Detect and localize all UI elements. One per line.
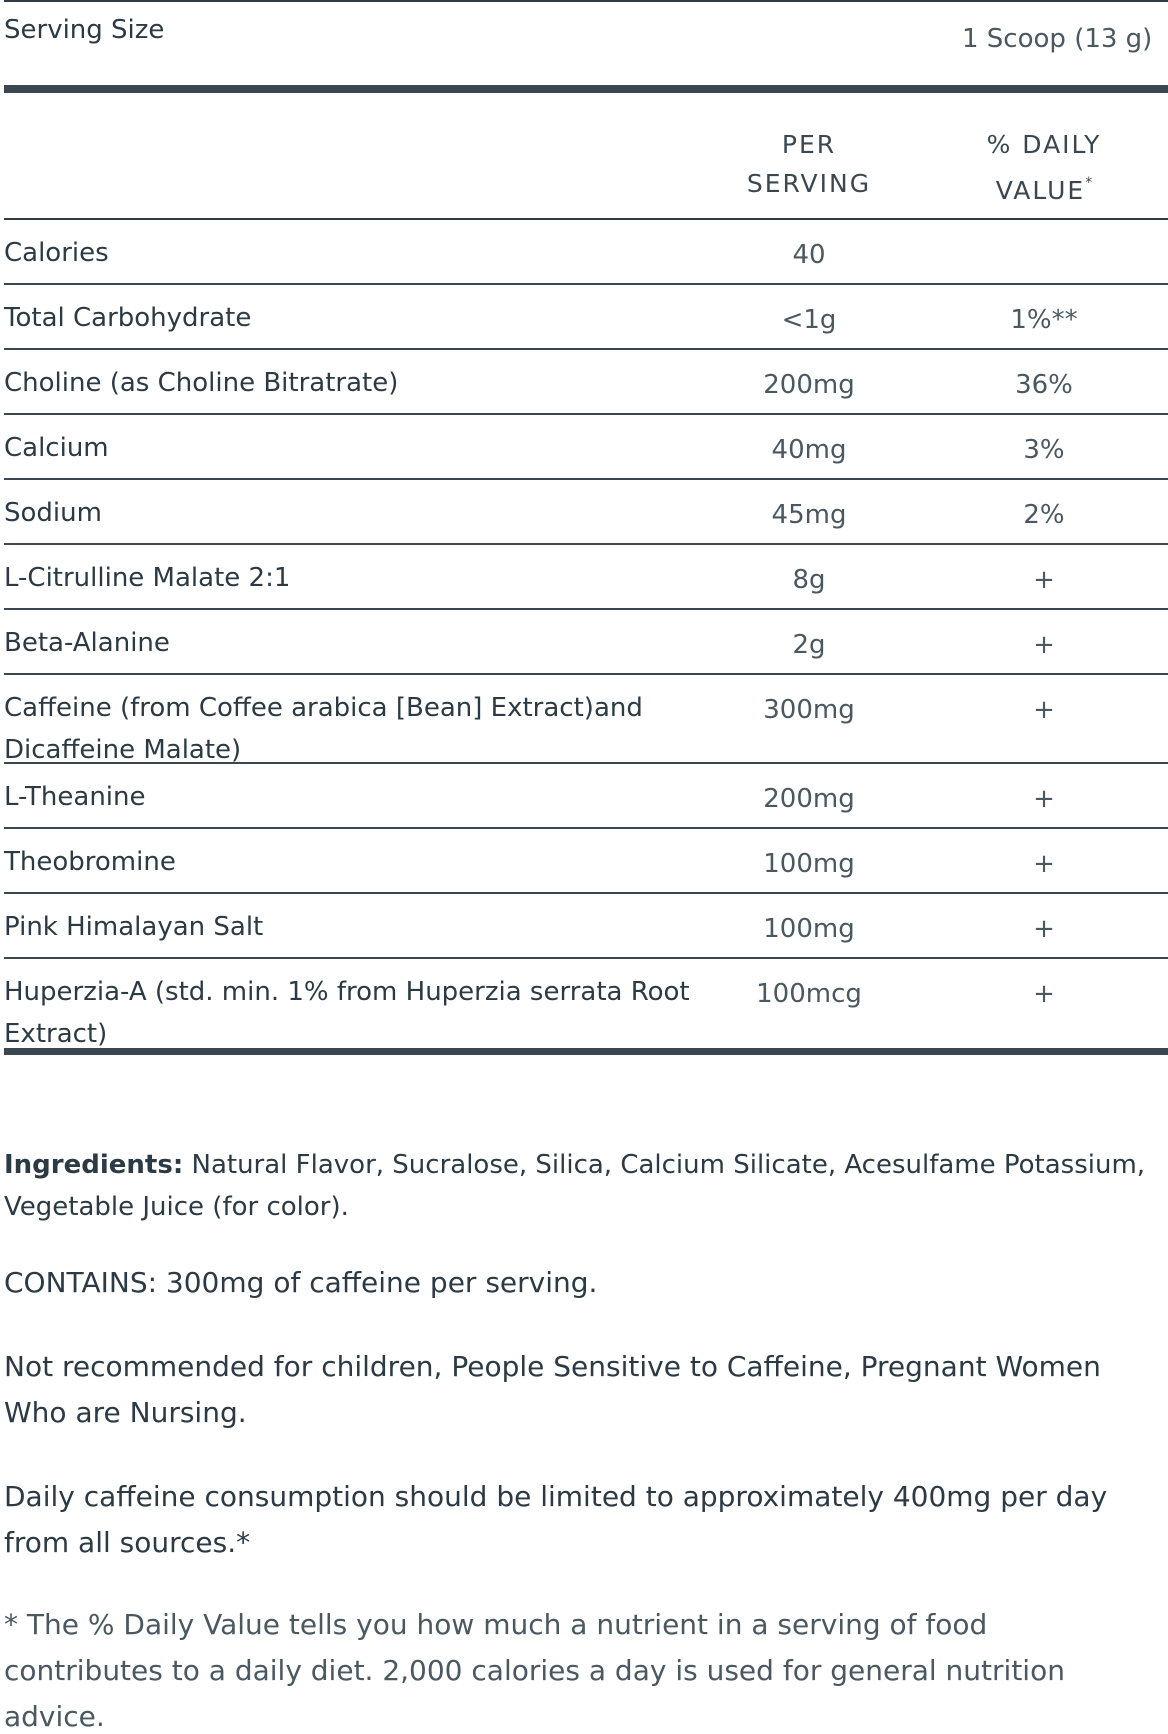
table-row: [4, 610, 1168, 675]
nutrient-name: Sodium: [4, 498, 102, 528]
nutrient-daily-value: +: [1033, 979, 1055, 1009]
nutrient-amount: <1g: [781, 305, 837, 335]
warning-statement: Not recommended for children, People Sensitive to Caffeine, Pregnant Women Who are Nursing.: [4, 1350, 1101, 1429]
table-row: [4, 959, 1168, 1048]
nutrient-daily-value: +: [1033, 914, 1055, 944]
table-row: [4, 545, 1168, 610]
serving-size-row: [4, 0, 1168, 85]
nutrient-amount: 45mg: [771, 500, 847, 530]
nutrient-amount: 100mg: [763, 849, 855, 879]
nutrient-amount: 40mg: [771, 435, 847, 465]
ingredients-text: Ingredients: Natural Flavor, Sucralose, Silica, Calcium Silicate, Acesulfame Potassium, Vegetable Juice (for color).: [4, 1150, 1146, 1222]
nutrient-daily-value: +: [1033, 849, 1055, 879]
table-row: [4, 415, 1168, 480]
nutrient-name: Beta-Alanine: [4, 628, 170, 658]
nutrient-amount: 100mcg: [756, 979, 862, 1009]
supplement-facts-table: [4, 0, 1168, 1055]
nutrient-name: Theobromine: [4, 847, 176, 877]
nutrient-amount: 200mg: [763, 370, 855, 400]
nutrient-name: L-Theanine: [4, 782, 146, 812]
nutrient-name: Total Carbohydrate: [4, 303, 252, 333]
nutrient-amount: 100mg: [763, 914, 855, 944]
nutrient-name: Choline (as Choline Bitratrate): [4, 368, 399, 398]
nutrient-daily-value: 3%: [1023, 435, 1065, 465]
table-row: [4, 350, 1168, 415]
table-row: [4, 829, 1168, 894]
nutrient-daily-value: 2%: [1023, 500, 1065, 530]
nutrient-daily-value: +: [1033, 695, 1055, 725]
nutrient-amount: 200mg: [763, 784, 855, 814]
nutrient-name: Pink Himalayan Salt: [4, 912, 264, 942]
serving-size-label: Serving Size: [4, 15, 165, 45]
table-row: [4, 480, 1168, 545]
nutrient-amount: 40: [792, 240, 826, 270]
per-serving-header: PER SERVING: [746, 130, 872, 198]
nutrient-amount: 300mg: [763, 695, 855, 725]
divider-thick-top: [4, 85, 1168, 93]
daily-value-header: % DAILY VALUE*: [986, 130, 1102, 205]
contains-statement: CONTAINS: 300mg of caffeine per serving.: [4, 1266, 598, 1299]
daily-value-footnote: * The % Daily Value tells you how much a nutrient in a serving of food contributes to a daily diet. 2,000 calories a day is used for general nutrition advice.: [4, 1608, 1065, 1733]
nutrient-name: Calories: [4, 238, 109, 268]
nutrient-daily-value: +: [1033, 630, 1055, 660]
label-notes: [4, 1144, 1154, 1734]
nutrient-name: Calcium: [4, 433, 109, 463]
nutrient-amount: 8g: [792, 565, 826, 595]
table-row: [4, 285, 1168, 350]
nutrient-daily-value: 36%: [1015, 370, 1073, 400]
table-header: [4, 93, 1168, 220]
table-row: [4, 220, 1168, 285]
table-row: [4, 764, 1168, 829]
table-row: [4, 894, 1168, 959]
nutrient-daily-value: +: [1033, 565, 1055, 595]
nutrient-daily-value: +: [1033, 784, 1055, 814]
caffeine-limit-statement: Daily caffeine consumption should be limited to approximately 400mg per day from all sources.*: [4, 1480, 1108, 1559]
ingredients-label: Ingredients:: [4, 1150, 184, 1180]
nutrient-name: Huperzia-A (std. min. 1% from Huperzia serrata Root Extract): [4, 977, 690, 1049]
nutrient-name: L-Citrulline Malate 2:1: [4, 563, 291, 593]
nutrient-amount: 2g: [792, 630, 826, 660]
table-row: [4, 675, 1168, 764]
nutrient-daily-value: 1%**: [1010, 305, 1078, 335]
serving-size-value: 1 Scoop (13 g): [962, 24, 1153, 54]
nutrient-name: Caffeine (from Coffee arabica [Bean] Extract)and Dicaffeine Malate): [4, 693, 643, 765]
